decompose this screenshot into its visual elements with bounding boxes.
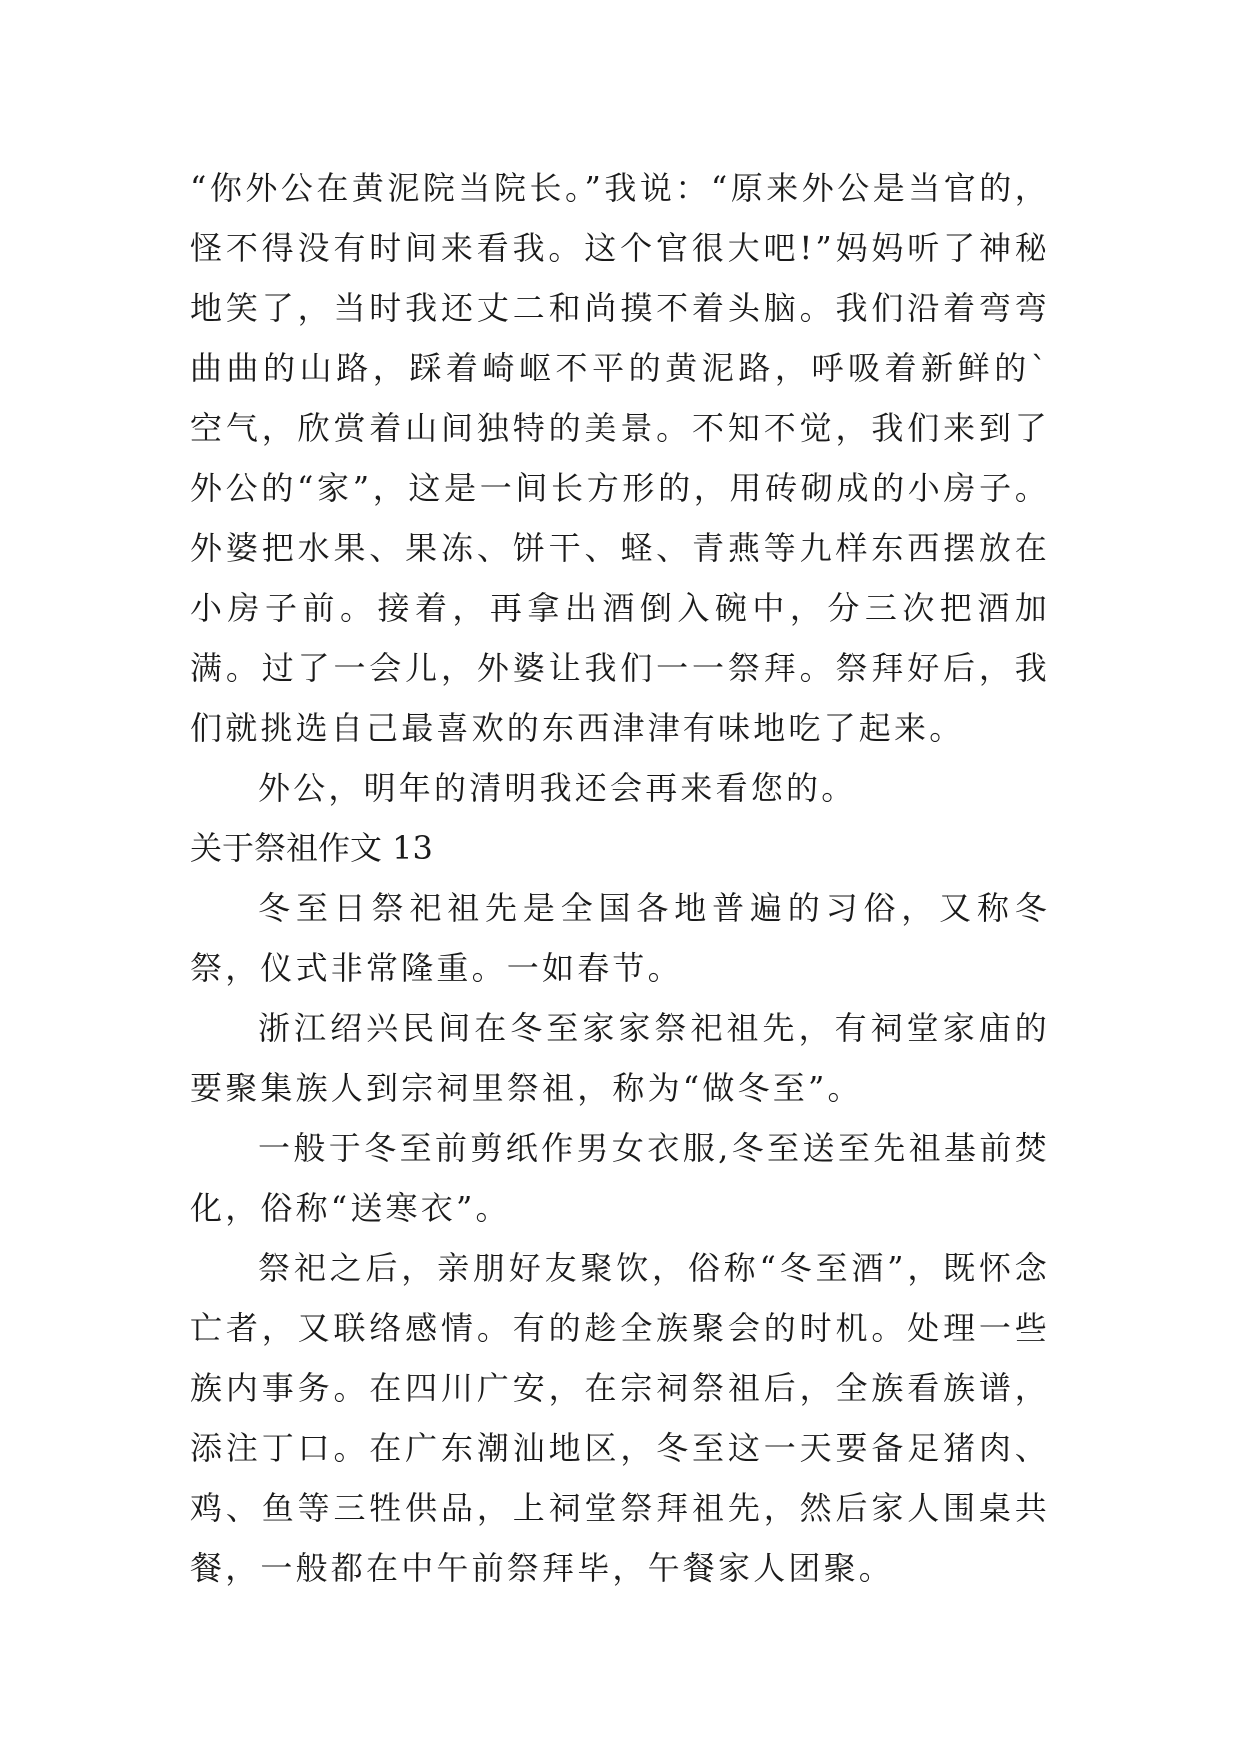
paragraph: “你外公在黄泥院当院长。”我说：“原来外公是当官的，怪不得没有时间来看我。这个官很大吧!”妈妈听了神秘地笑了，当时我还丈二和尚摸不着头脑。我们沿着弯弯曲曲的山路，踩着崎岖不平的黄泥路，呼吸着新鲜的`空气，欣赏着山间独特的美景。不知不觉，我们来到了外公的“家”，这是一间长方形的，用砖砌成的小房子。外婆把水果、果冻、饼干、蛏、青燕等九样东西摆放在小房子前。接着，再拿出酒倒入碗中，分三次把酒加满。过了一会儿，外婆让我们一一祭拜。祭拜好后，我们就挑选自己最喜欢的东西津津有味地吃了起来。 <box>190 169 1050 747</box>
document-body <box>190 158 1050 1598</box>
paragraph: 浙江绍兴民间在冬至家家祭祀祖先，有祠堂家庙的要聚集族人到宗祠里祭祖，称为“做冬至”。 <box>190 1009 1050 1107</box>
section-heading: 关于祭祖作文 13 <box>190 829 433 867</box>
paragraph: 冬至日祭祀祖先是全国各地普遍的习俗，又称冬祭，仪式非常隆重。一如春节。 <box>190 889 1050 987</box>
paragraph: 祭祀之后，亲朋好友聚饮，俗称“冬至酒”，既怀念亡者，又联络感情。有的趁全族聚会的时机。处理一些族内事务。在四川广安，在宗祠祭祖后，全族看族谱，添注丁口。在广东潮汕地区，冬至这一天要备足猪肉、鸡、鱼等三牲供品，上祠堂祭拜祖先，然后家人围桌共餐，一般都在中午前祭拜毕，午餐家人团聚。 <box>190 1249 1050 1587</box>
paragraph: 一般于冬至前剪纸作男女衣服,冬至送至先祖基前焚化，俗称“送寒衣”。 <box>190 1129 1050 1227</box>
paragraph: 外公，明年的清明我还会再来看您的。 <box>258 769 857 807</box>
